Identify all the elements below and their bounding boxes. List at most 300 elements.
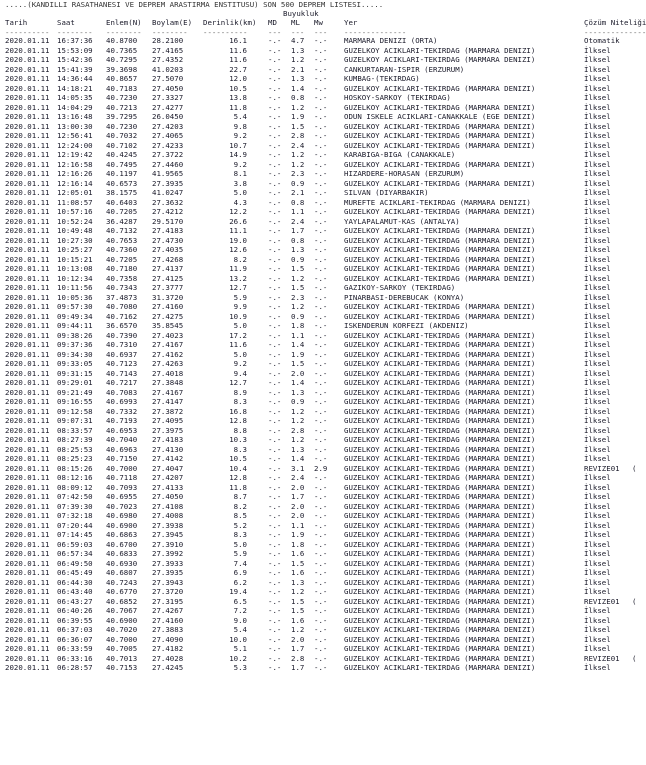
cell-solution: REVIZE01 (584, 653, 620, 663)
cell-ml: 1.2 (291, 435, 305, 444)
cell-depth: 12.7 (229, 283, 247, 292)
cell-solution: İlksel (584, 321, 611, 330)
cell-longitude: 27.4203 (152, 121, 184, 131)
cell-latitude: 40.7358 (106, 273, 138, 283)
cell-time: 06:59:03 (57, 539, 93, 549)
cell-longitude: 27.4125 (152, 273, 184, 283)
cell-time: 09:31:15 (57, 368, 93, 378)
cell-time: 14:36:44 (57, 74, 93, 83)
cell-latitude: 40.7295 (106, 55, 138, 64)
table-row (0, 131, 640, 141)
cell-ml: 0.8 (291, 235, 305, 245)
cell-longitude: 29.5170 (152, 216, 184, 226)
cell-mw: -.- (314, 454, 328, 463)
cell-ml: 2.8 (291, 653, 305, 663)
cell-latitude: 40.7000 (106, 634, 138, 644)
cell-ml: 2.0 (291, 634, 305, 644)
cell-date: 2020.01.11 (5, 197, 50, 207)
table-row (0, 255, 640, 265)
cell-md: -.- (268, 36, 282, 45)
cell-solution: İlksel (584, 264, 611, 273)
cell-location: KARABIGA-BIGA (CANAKKALE) (344, 150, 456, 159)
earthquake-table-body (0, 36, 640, 673)
cell-longitude: 27.4018 (152, 368, 184, 378)
col-depth-header: Derinlik(km) (203, 18, 257, 27)
cell-time: 09:21:49 (57, 387, 93, 397)
cell-longitude: 27.3777 (152, 283, 184, 292)
cell-date: 2020.01.11 (5, 102, 50, 112)
cell-solution: İlksel (584, 311, 611, 321)
cell-longitude: 31.3720 (152, 292, 184, 302)
cell-date: 2020.01.11 (5, 378, 50, 387)
cell-longitude: 27.4212 (152, 207, 184, 216)
cell-date: 2020.01.11 (5, 663, 50, 672)
cell-extra: ( (632, 596, 637, 606)
cell-depth: 11.1 (229, 226, 247, 235)
cell-latitude: 40.7023 (106, 501, 138, 511)
cell-md: -.- (268, 169, 282, 178)
cell-md: -.- (268, 292, 282, 302)
cell-ml: 1.8 (291, 539, 305, 549)
cell-longitude: 27.4460 (152, 159, 184, 169)
cell-date: 2020.01.11 (5, 596, 50, 606)
cell-location: GUZELKOY ACIKLARI-TEKIRDAG (MARMARA DENIZI) (344, 416, 536, 425)
cell-longitude: 27.4267 (152, 606, 184, 615)
table-row (0, 160, 640, 170)
cell-depth: 11.9 (229, 264, 247, 273)
cell-longitude: 27.4050 (152, 492, 184, 501)
cell-solution: İlksel (584, 568, 611, 577)
cell-longitude: 27.4245 (152, 663, 184, 672)
cell-ml: 1.5 (291, 558, 305, 568)
table-row (0, 521, 640, 531)
cell-ml: 1.3 (291, 245, 305, 254)
cell-md: -.- (268, 178, 282, 188)
cell-location: GUZELKOY ACIKLARI-TEKIRDAG (MARMARA DENIZI) (344, 634, 536, 644)
cell-md: -.- (268, 330, 282, 340)
cell-time: 10:11:56 (57, 283, 93, 292)
cell-location: GUZELKOY ACIKLARI-TEKIRDAG (MARMARA DENIZI) (344, 235, 536, 245)
cell-depth: 17.2 (229, 330, 247, 340)
cell-depth: 6.5 (233, 596, 247, 606)
cell-md: -.- (268, 416, 282, 425)
cell-md: -.- (268, 634, 282, 644)
cell-longitude: 27.4008 (152, 511, 184, 520)
magnitude-header-label: Buyukluk (283, 9, 319, 18)
cell-time: 15:41:39 (57, 64, 93, 74)
cell-mw: -.- (314, 245, 328, 254)
cell-depth: 7.2 (233, 606, 247, 615)
cell-latitude: 40.6807 (106, 568, 138, 577)
cell-mw: -.- (314, 520, 328, 530)
cell-ml: 4.7 (291, 36, 305, 45)
cell-mw: -.- (314, 45, 328, 55)
cell-mw: -.- (314, 188, 328, 197)
cell-location: GUZELKOY ACIKLARI-TEKIRDAG (MARMARA DENIZI) (344, 530, 536, 539)
cell-latitude: 40.6863 (106, 530, 138, 539)
cell-latitude: 40.7032 (106, 131, 138, 140)
cell-mw: -.- (314, 359, 328, 368)
cell-time: 12:05:01 (57, 188, 93, 197)
cell-location: ISKENDERUN KORFEZI (AKDENIZ) (344, 321, 469, 330)
cell-md: -.- (268, 254, 282, 264)
cell-location: GUZELKOY ACIKLARI-TEKIRDAG (MARMARA DENIZI) (344, 102, 536, 112)
cell-latitude: 40.7180 (106, 264, 138, 273)
cell-time: 10:49:48 (57, 226, 93, 235)
cell-md: -.- (268, 359, 282, 368)
cell-date: 2020.01.11 (5, 511, 50, 520)
cell-longitude: 27.4268 (152, 254, 184, 264)
cell-solution: İlksel (584, 435, 611, 444)
cell-location: GUZELKOY ACIKLARI-TEKIRDAG (MARMARA DENIZI) (344, 159, 536, 169)
cell-ml: 1.9 (291, 349, 305, 359)
cell-solution: İlksel (584, 254, 611, 264)
cell-location: GUZELKOY ACIKLARI-TEKIRDAG (MARMARA DENIZI) (344, 131, 536, 140)
table-row (0, 587, 640, 597)
cell-depth: 5.9 (233, 292, 247, 302)
cell-date: 2020.01.11 (5, 150, 50, 159)
cell-location: GUZELKOY ACIKLARI-TEKIRDAG (MARMARA DENIZI) (344, 178, 536, 188)
cell-date: 2020.01.11 (5, 387, 50, 397)
cell-md: -.- (268, 216, 282, 226)
magnitude-group-header (0, 9, 640, 18)
cell-solution: İlksel (584, 606, 611, 615)
cell-location: GUZELKOY ACIKLARI-TEKIRDAG (MARMARA DENIZI) (344, 406, 536, 416)
cell-depth: 10.5 (229, 454, 247, 463)
cell-time: 13:00:30 (57, 121, 93, 131)
cell-depth: 10.7 (229, 140, 247, 150)
cell-ml: 1.2 (291, 55, 305, 64)
cell-time: 12:16:58 (57, 159, 93, 169)
cell-solution: İlksel (584, 235, 611, 245)
cell-ml: 2.4 (291, 140, 305, 150)
cell-depth: 12.8 (229, 473, 247, 482)
cell-location: GUZELKOY ACIKLARI-TEKIRDAG (MARMARA DENIZI) (344, 378, 536, 387)
cell-md: -.- (268, 539, 282, 549)
cell-ml: 0.9 (291, 311, 305, 321)
cell-longitude: 27.3722 (152, 150, 184, 159)
table-row (0, 55, 640, 65)
cell-depth: 5.9 (233, 549, 247, 558)
cell-solution: İlksel (584, 226, 611, 235)
cell-ml: 1.5 (291, 283, 305, 292)
table-row (0, 46, 640, 56)
cell-ml: 1.7 (291, 492, 305, 501)
cell-mw: -.- (314, 131, 328, 140)
cell-ml: 1.1 (291, 330, 305, 340)
cell-time: 09:12:58 (57, 406, 93, 416)
cell-time: 06:33:59 (57, 644, 93, 653)
cell-time: 10:27:30 (57, 235, 93, 245)
cell-latitude: 40.7132 (106, 226, 138, 235)
cell-location: ODUN ISKELE ACIKLARI-CANAKKALE (EGE DENIZI) (344, 112, 536, 121)
cell-time: 12:16:14 (57, 178, 93, 188)
cell-latitude: 40.6930 (106, 558, 138, 568)
cell-ml: 2.0 (291, 501, 305, 511)
cell-depth: 12.7 (229, 378, 247, 387)
cell-date: 2020.01.11 (5, 254, 50, 264)
cell-time: 10:05:36 (57, 292, 93, 302)
cell-solution: İlksel (584, 501, 611, 511)
cell-depth: 9.2 (233, 359, 247, 368)
cell-md: -.- (268, 482, 282, 492)
sep-location: -------------- (344, 28, 407, 37)
cell-mw: -.- (314, 64, 328, 74)
cell-time: 14:04:29 (57, 102, 93, 112)
cell-longitude: 28.2100 (152, 36, 184, 45)
cell-depth: 5.3 (233, 663, 247, 672)
cell-mw: -.- (314, 501, 328, 511)
cell-location: GUZELKOY ACIKLARI-TEKIRDAG (MARMARA DENIZI) (344, 83, 536, 93)
cell-time: 15:53:09 (57, 45, 93, 55)
table-row (0, 540, 640, 550)
cell-latitude: 40.6900 (106, 520, 138, 530)
cell-latitude: 40.7153 (106, 663, 138, 672)
cell-location: GUZELKOY ACIKLARI-TEKIRDAG (MARMARA DENIZI) (344, 663, 536, 672)
table-row (0, 302, 640, 312)
cell-depth: 11.8 (229, 482, 247, 492)
cell-md: -.- (268, 558, 282, 568)
table-row (0, 635, 640, 645)
cell-mw: -.- (314, 663, 328, 672)
cell-time: 06:36:07 (57, 634, 93, 644)
cell-mw: -.- (314, 159, 328, 169)
cell-solution: İlksel (584, 368, 611, 378)
cell-ml: 2.1 (291, 188, 305, 197)
cell-location: GUZELKOY ACIKLARI-TEKIRDAG (MARMARA DENIZI) (344, 425, 536, 435)
cell-ml: 2.4 (291, 473, 305, 482)
cell-solution: İlksel (584, 511, 611, 520)
cell-location: GUZELKOY ACIKLARI-TEKIRDAG (MARMARA DENIZI) (344, 254, 536, 264)
cell-ml: 1.2 (291, 625, 305, 634)
cell-time: 09:16:55 (57, 397, 93, 406)
cell-depth: 10.5 (229, 83, 247, 93)
cell-mw: -.- (314, 606, 328, 615)
cell-md: -.- (268, 283, 282, 292)
cell-md: -.- (268, 131, 282, 140)
cell-depth: 10.0 (229, 634, 247, 644)
cell-latitude: 40.6833 (106, 549, 138, 558)
cell-ml: 1.3 (291, 387, 305, 397)
cell-latitude: 40.7205 (106, 254, 138, 264)
cell-latitude: 40.7230 (106, 93, 138, 102)
cell-longitude: 41.9565 (152, 169, 184, 178)
cell-ml: 1.5 (291, 264, 305, 273)
cell-latitude: 40.8657 (106, 74, 138, 83)
cell-date: 2020.01.11 (5, 577, 50, 587)
cell-depth: 9.2 (233, 131, 247, 140)
cell-mw: -.- (314, 207, 328, 216)
cell-depth: 19.4 (229, 587, 247, 596)
cell-location: GUZELKOY ACIKLARI-TEKIRDAG (MARMARA DENIZI) (344, 55, 536, 64)
cell-mw: -.- (314, 644, 328, 653)
cell-longitude: 27.4352 (152, 55, 184, 64)
cell-mw: -.- (314, 539, 328, 549)
cell-date: 2020.01.11 (5, 245, 50, 254)
cell-ml: 2.8 (291, 131, 305, 140)
cell-latitude: 40.7243 (106, 577, 138, 587)
cell-md: -.- (268, 264, 282, 273)
cell-location: SILVAN (DIYARBAKIR) (344, 188, 429, 197)
table-row (0, 483, 640, 493)
cell-date: 2020.01.11 (5, 473, 50, 482)
cell-longitude: 27.4275 (152, 311, 184, 321)
cell-longitude: 27.4090 (152, 634, 184, 644)
cell-ml: 2.0 (291, 482, 305, 492)
cell-md: -.- (268, 273, 282, 283)
cell-depth: 19.0 (229, 235, 247, 245)
sep-depth: ---------- (203, 28, 248, 37)
cell-md: -.- (268, 615, 282, 625)
cell-location: GUZELKOY ACIKLARI-TEKIRDAG (MARMARA DENIZI) (344, 501, 536, 511)
table-row (0, 350, 640, 360)
cell-depth: 9.4 (233, 368, 247, 378)
cell-solution: İlksel (584, 207, 611, 216)
cell-mw: -.- (314, 435, 328, 444)
cell-date: 2020.01.11 (5, 530, 50, 539)
col-date-header: Tarih (5, 18, 28, 27)
cell-depth: 22.7 (229, 64, 247, 74)
cell-time: 10:12:34 (57, 273, 93, 283)
cell-depth: 16.8 (229, 406, 247, 416)
cell-mw: -.- (314, 397, 328, 406)
cell-solution: İlksel (584, 216, 611, 226)
cell-latitude: 36.4287 (106, 216, 138, 226)
cell-date: 2020.01.11 (5, 615, 50, 625)
cell-mw: -.- (314, 55, 328, 64)
cell-latitude: 40.7230 (106, 121, 138, 131)
sep-solution: -------------- (584, 28, 646, 37)
cell-location: YAYLAPALAMUT-KAS (ANTALYA) (344, 216, 460, 226)
cell-time: 08:12:16 (57, 473, 93, 482)
cell-latitude: 40.7067 (106, 606, 138, 615)
cell-latitude: 40.6953 (106, 425, 138, 435)
cell-time: 10:52:24 (57, 216, 93, 226)
cell-latitude: 40.6980 (106, 511, 138, 520)
cell-depth: 5.0 (233, 539, 247, 549)
cell-longitude: 27.3910 (152, 539, 184, 549)
col-solution-header: Çözüm Niteliği (584, 18, 646, 27)
table-row (0, 236, 640, 246)
cell-solution: İlksel (584, 387, 611, 397)
table-row (0, 169, 640, 179)
cell-mw: -.- (314, 577, 328, 587)
cell-longitude: 27.4160 (152, 615, 184, 625)
cell-longitude: 27.4023 (152, 330, 184, 340)
cell-latitude: 40.7217 (106, 378, 138, 387)
cell-ml: 1.1 (291, 520, 305, 530)
cell-time: 07:42:50 (57, 492, 93, 501)
cell-ml: 2.8 (291, 425, 305, 435)
cell-depth: 5.0 (233, 188, 247, 197)
table-row (0, 502, 640, 512)
cell-location: GUZELKOY ACIKLARI-TEKIRDAG (MARMARA DENIZI) (344, 558, 536, 568)
cell-depth: 11.6 (229, 340, 247, 349)
cell-mw: -.- (314, 416, 328, 425)
cell-date: 2020.01.11 (5, 140, 50, 150)
cell-date: 2020.01.11 (5, 45, 50, 55)
table-row (0, 654, 640, 664)
cell-time: 09:07:31 (57, 416, 93, 425)
cell-date: 2020.01.11 (5, 587, 50, 596)
cell-date: 2020.01.11 (5, 36, 50, 45)
cell-md: -.- (268, 625, 282, 634)
cell-location: GUZELKOY ACIKLARI-TEKIRDAG (MARMARA DENIZI) (344, 387, 536, 397)
cell-time: 06:44:30 (57, 577, 93, 587)
cell-solution: İlksel (584, 45, 611, 55)
cell-time: 07:39:30 (57, 501, 93, 511)
cell-time: 09:34:30 (57, 349, 93, 359)
cell-time: 06:43:40 (57, 587, 93, 596)
cell-ml: 1.5 (291, 121, 305, 131)
cell-time: 12:24:00 (57, 140, 93, 150)
table-row (0, 188, 640, 198)
col-time-header: Saat (57, 18, 75, 27)
cell-date: 2020.01.11 (5, 520, 50, 530)
cell-mw: -.- (314, 93, 328, 102)
cell-depth: 5.0 (233, 321, 247, 330)
cell-solution: İlksel (584, 549, 611, 558)
cell-location: GUZELKOY ACIKLARI-TEKIRDAG (MARMARA DENIZI) (344, 349, 536, 359)
cell-depth: 11.8 (229, 102, 247, 112)
cell-time: 06:40:26 (57, 606, 93, 615)
cell-location: GUZELKOY ACIKLARI-TEKIRDAG (MARMARA DENIZI) (344, 539, 536, 549)
cell-md: -.- (268, 568, 282, 577)
cell-location: GUZELKOY ACIKLARI-TEKIRDAG (MARMARA DENIZI) (344, 397, 536, 406)
cell-time: 06:37:03 (57, 625, 93, 634)
cell-longitude: 27.3975 (152, 425, 184, 435)
cell-mw: -.- (314, 444, 328, 454)
cell-latitude: 40.7205 (106, 207, 138, 216)
cell-location: MARMARA DENIZI (ORTA) (344, 36, 438, 45)
table-row (0, 416, 640, 426)
table-row (0, 388, 640, 398)
cell-date: 2020.01.11 (5, 302, 50, 311)
cell-longitude: 27.3935 (152, 568, 184, 577)
cell-longitude: 27.4133 (152, 482, 184, 492)
cell-depth: 26.6 (229, 216, 247, 226)
cell-md: -.- (268, 397, 282, 406)
cell-date: 2020.01.11 (5, 188, 50, 197)
cell-mw: 2.9 (314, 463, 328, 473)
cell-md: -.- (268, 83, 282, 93)
cell-time: 10:13:08 (57, 264, 93, 273)
cell-date: 2020.01.11 (5, 112, 50, 121)
cell-depth: 12.8 (229, 416, 247, 425)
cell-solution: İlksel (584, 292, 611, 302)
cell-solution: İlksel (584, 140, 611, 150)
cell-md: -.- (268, 463, 282, 473)
cell-md: -.- (268, 444, 282, 454)
table-row (0, 663, 640, 673)
cell-solution: İlksel (584, 330, 611, 340)
cell-md: -.- (268, 454, 282, 463)
cell-ml: 2.4 (291, 216, 305, 226)
cell-ml: 1.9 (291, 112, 305, 121)
cell-ml: 1.5 (291, 596, 305, 606)
cell-latitude: 37.4873 (106, 292, 138, 302)
cell-mw: -.- (314, 330, 328, 340)
col-location-header: Yer (344, 18, 358, 27)
cell-location: GUZELKOY ACIKLARI-TEKIRDAG (MARMARA DENIZI) (344, 311, 536, 321)
cell-md: -.- (268, 644, 282, 653)
cell-solution: İlksel (584, 454, 611, 463)
cell-ml: 1.4 (291, 454, 305, 463)
cell-latitude: 40.7118 (106, 473, 138, 482)
cell-longitude: 27.3327 (152, 93, 184, 102)
cell-ml: 1.2 (291, 302, 305, 311)
cell-location: GUZELKOY ACIKLARI-TEKIRDAG (MARMARA DENIZI) (344, 615, 536, 625)
